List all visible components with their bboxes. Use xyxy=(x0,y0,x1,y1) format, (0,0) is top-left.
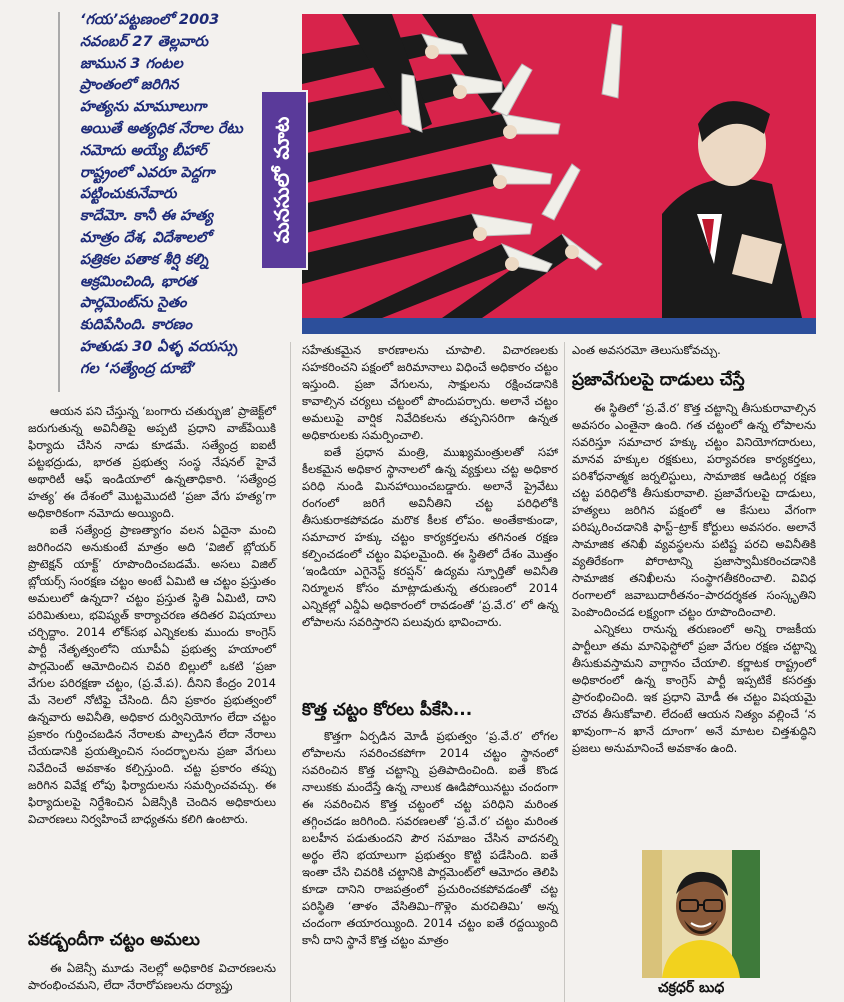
pull-quote-line: పార్లమెంట్‌ను సైతం xyxy=(80,295,187,312)
section-heading: పకడ్బందీగా చట్టం అమలు xyxy=(28,930,200,950)
paragraph: సహేతుకమైన కారణాలను చూపాలి. విచారణలకు సహకరించని పక్షంలో జరిమానాలు విధించే అధికారం చట్టం ఇస్తుంది. ప్రజా వేగులను, సాక్షులను రక్షించడానికి కావాల్సిన చర్యలు చట్టంలో పొందుపర్చారు. అలానే చట్టం అమలుపై వార్షిక నివేదికలను తప్పనిసరిగా ఉన్నత అధికారులకు సమర్పించాలి. xyxy=(302,343,558,442)
author-byline: చక్రధర్ బుధ xyxy=(658,980,725,996)
knives-illustration xyxy=(302,14,816,334)
pull-quote-line: కుదిపేసింది. కారణం xyxy=(80,317,192,334)
pull-quote-line: ‘గయ’పట్టణంలో 2003 xyxy=(80,12,220,28)
paragraph: ఎంత అవసరమో తెలుసుకోవచ్చు. xyxy=(572,343,721,357)
pull-quote-line: అయితే అత్యధిక నేరాల రేటు xyxy=(80,120,243,137)
paragraph: ఆయన పని చేస్తున్న ‘బంగారు చతుర్భుజి’ ప్రాజెక్ట్‌లో జరుగుతున్న అవినీతిపై అప్పటి ప్రధాని వాజ్‌పేయికి ఫిర్యాదు చేసిన నాడు కూడమే. సత్యేంద్ర ఐఐటీ పట్టభద్రుడు, భారత ప్రభుత్వ సంస్థ నేషనల్ హైవే అథారిటీ ఆఫ్ ఇండియాలో ఉన్నతాధికారి. ‘సత్యేంద్ర హత్య’ ఈ దేశంలో మొట్టమొదటి ‘ప్రజా వేగు హత్య’గా అధికారికంగా నమోదు అయ్యింది. xyxy=(28,404,276,520)
pull-quote-text xyxy=(80,10,270,381)
article-column-1 xyxy=(28,403,276,828)
pull-quote-line: మాత్రం దేశ, విదేశాలలో xyxy=(80,229,211,246)
paragraph: కొత్తగా ఏర్పడిన మోడీ ప్రభుత్వం ‘ప్ర.వే.ర’ లోగల లోపాలను సవరించకపోగా 2014 చట్టం స్థానంలో సవరించిన కొత్త చట్టాన్ని ప్రతిపాదించింది. ఐతే కొండ నాలుకకు మందేస్తే ఉన్న నాలుక ఊడిపోయినట్టు చందంగా ఈ సవరించిన కొత్త చట్టంలో చట్ట పరిధిని మరింత తగ్గించడం జరిగింది. సవరణలతో ‘ప్ర.వే.ర’ చట్టం మరింత బలహీన పడుతుందని పౌర సమాజం చేసిన వాదనల్ని అర్థం లేని భయాలుగా ప్రభుత్వం కొట్టి పడేసింది. ఐతే ఇంతా చేసి చివరికి చట్టానికి పార్లమెంట్‌లో ఆమోదం తెలిపి కూడా దానిని రాజపత్రంలో ప్రచురించకపోవడంతో చట్ట పరిస్థితి ‘తాళం వేసితిమి–గొళ్లెం మరచితిమి’ అన్న చందంగా తయారయ్యింది. 2014 చట్టం ఐతే రద్దయ్యింది కానీ దాని స్థానే కొత్త చట్టం మాత్రం xyxy=(302,729,558,947)
pull-quote-line: పత్రికల పతాక శీర్షి కల్ని xyxy=(80,251,209,268)
paragraph: ఐతే సత్యేంద్ర ప్రాణత్యాగం వలన ఏదైనా మంచి జరిగిందని అనుకుంటే మాత్రం అది ‘విజిల్ బ్లోయర్ ప్రొటెక్షన్ యాక్ట్’ రూపొందించబడమే. అసలు విజిల్ బ్లోయర్స్ సంరక్షణ చట్టం అంటే ఏమిటి ఆ చట్టం ప్రస్తుతం అమలులో ఉన్నదా? చట్టం ప్రస్తుత స్థితి ఏమిటి, దాని పరిమితులు, భవిష్యత్ కార్యాచరణ తదితర విషయాలు చర్చిద్దాం. 2014 లోక్‌సభ ఎన్నికలకు ముందు కాంగ్రెస్ పార్టీ నేతృత్వంలోని యూపీఏ ప్రభుత్వ హయాంలో పార్లమెంట్ ఆమోదించిన చివరి బిల్లులో ఒకటి ‘ప్రజా వేగుల పరిరక్షణా చట్టం, (ప్ర.వే.ప). దీనిని కేంద్రం 2014 మే నెలలో నోటిఫై చేసింది. దీని ప్రకారం ప్రభుత్వంలో ఉన్నవారు అవినీతి, అధికార దుర్వినియోగం లేదా చట్టం ప్రకారం గుర్తించబడిన నేరాలకు పాల్పడిన లేదా నేరాలు చేయడానికి ప్రయత్నించిన సందర్భాలను ప్రజా వేగులు నివేదించే అవకాశం కల్పిస్తుంది. చట్ట ప్రకారం తప్పు జరిగిన వివేక్ష లోపు ఫిర్యాదులను సమర్పించవచ్చు. ఈ ఫిర్యాదులపై నిర్దేశించిన ఏజెన్సీకి చెందిన అధికారులు విచారణలు నిర్వహించే బాధ్యతను కలిగి ఉంటారు. xyxy=(28,523,276,826)
article-column-2 xyxy=(302,342,558,631)
article-column-1-continued xyxy=(28,960,276,994)
section-heading: కొత్త చట్టం కోరలు పీకేసి... xyxy=(302,700,473,720)
pull-quote-line: గల ‘సత్యేంద్ర దూబే’ xyxy=(80,360,196,377)
article-column-3 xyxy=(572,342,816,359)
pull-quote-line: పట్టించుకునేవారు xyxy=(80,186,177,203)
column-separator xyxy=(564,342,565,1002)
section-kicker xyxy=(260,90,308,270)
column-separator xyxy=(290,342,291,1002)
pull-quote xyxy=(40,4,262,398)
illustration xyxy=(302,14,816,334)
kicker-label: మనసులో మాట xyxy=(269,116,294,244)
paragraph: ఎన్నికలు రానున్న తరుణంలో అన్ని రాజకీయ పార్టీలూ తమ మానిఫెస్టోలో ప్రజా వేగుల రక్షణ చట్టాన్ని తీసుకువస్తామని వాగ్దానం చేయాలి. కర్ణాటక రాష్ట్రంలో అధికారంలో ఉన్న కాంగ్రెస్ పార్టీ ఇప్పటికే కసరత్తు ప్రారంభించింది. ఇక ప్రధాని మోడీ ఈ చట్టం విషయమై చొరవ తీసుకోవాలి. లేదంటే ఆయన నిత్యం వల్లించే ‘న ఖావుంగా–న ఖానే దూంగా’ అనే మాటల చిత్తశుద్ధిని ప్రజలు అనుమానించే అవకాశం ఉంది. xyxy=(572,622,816,755)
pull-quote-line: నమోదు అయ్యే బీహార్ xyxy=(80,142,208,159)
paragraph: ఐతే ప్రధాన మంత్రి, ముఖ్యమంత్రులతో సహా కీలకమైన అధికార స్థానాలలో ఉన్న వ్యక్తులు చట్ట అధికార పరిధి నుండి మినహాయించబడ్డారు. అలానే ప్రైవేటు రంగంలో జరిగే అవినీతిని చట్ట పరిధిలోకి తీసుకురాకపోవడం మరొక కీలక లోపం. అంతేకాకుండా, సమాచార హక్కు చట్టం కార్యకర్తలను తగినంత రక్షణ కల్పించడంలో చట్టం విఫలమైంది. ఈ స్థితిలో దేశం మొత్తం ‘ఇండియా ఎగైనెస్ట్ కరప్షన్’ ఉద్యమ స్ఫూర్తితో అవినీతి నిర్మూలన కోసం మాట్లాడుతున్న తరుణంలో 2014 ఎన్నికల్లో ఎన్డీఏ అధికారంలో రావడంతో ‘ప్ర.వే.ర’ లో ఉన్న లోపాలను సవరిస్తారని పలువురు భావించారు. xyxy=(302,445,558,629)
article-column-3-body xyxy=(572,400,816,757)
author-photo xyxy=(642,850,760,978)
pull-quote-line: కాదేమో. కానీ ఈ హత్య xyxy=(80,208,213,225)
paragraph: ఈ ఏజెన్సీ మూడు నెలల్లో అధికారిక విచారణలను పారంభించమని, లేదా నేరారోపణలను దర్యాప్తు xyxy=(28,961,276,992)
pull-quote-line: ఆక్రమించింది, భారత xyxy=(80,273,197,290)
pull-quote-line: హత్యను మామూలుగా xyxy=(80,99,207,116)
section-heading: ప్రజావేగులపై దాడులు చేస్తే xyxy=(572,370,745,390)
pull-quote-line: జామున 3 గంటల xyxy=(80,55,183,72)
pull-quote-line: రాష్ట్రంలో ఎవరూ పెద్దగా xyxy=(80,164,215,181)
pull-quote-line: హతుడు 30 ఏళ్ళ వయస్సు xyxy=(80,338,238,355)
pull-quote-rule xyxy=(58,12,60,392)
paragraph: ఈ స్థితిలో ‘ప్ర.వే.ర’ కొత్త చట్టాన్ని తీసుకురావాల్సిన అవసరం ఎంతైనా ఉంది. గత చట్టంలో ఉన్న లోపాలను సవరిస్తూ సమాచార హక్కు చట్టం వినియోగదారులు, మానవ హక్కుల రక్షకులు, పర్యావరణ కార్యకర్తలు, పరిశోధనాత్మక జర్నలిస్టులు, సామాజిక ఆడిటర్ల రక్షణ చట్ట పరిధిలోకి తీసుకురావాలి. ప్రజావేగులపై దాడులు, హత్యలు జరిగిన పక్షంలో ఆ కేసులు వేగంగా పరిష్కరించడానికి ఫాస్ట్–ట్రాక్ కోర్టులు అవసరం. అలానే సామాజిక తనిఖీ వ్యవస్థలను పటిష్ట పరచి అవినీతికి వ్యతిరేకంగా పోరాటాన్ని ప్రజాస్వామీకరించడానికి సామాజిక తనిఖీలను సంస్థాగతీకరించాలి. వివిధ రంగాలలో జవాబుదారీతనం–పారదర్శకత సంస్కృతిని పెంపొందించడ లక్ష్యంగా చట్టం రూపొందించాలి. xyxy=(572,401,816,619)
article-column-2-continued xyxy=(302,728,558,949)
pull-quote-line: నవంబర్ 27 తెల్లవారు xyxy=(80,33,208,50)
author-portrait xyxy=(642,850,760,978)
pull-quote-line: ప్రాంతంలో జరిగిన xyxy=(80,77,179,94)
